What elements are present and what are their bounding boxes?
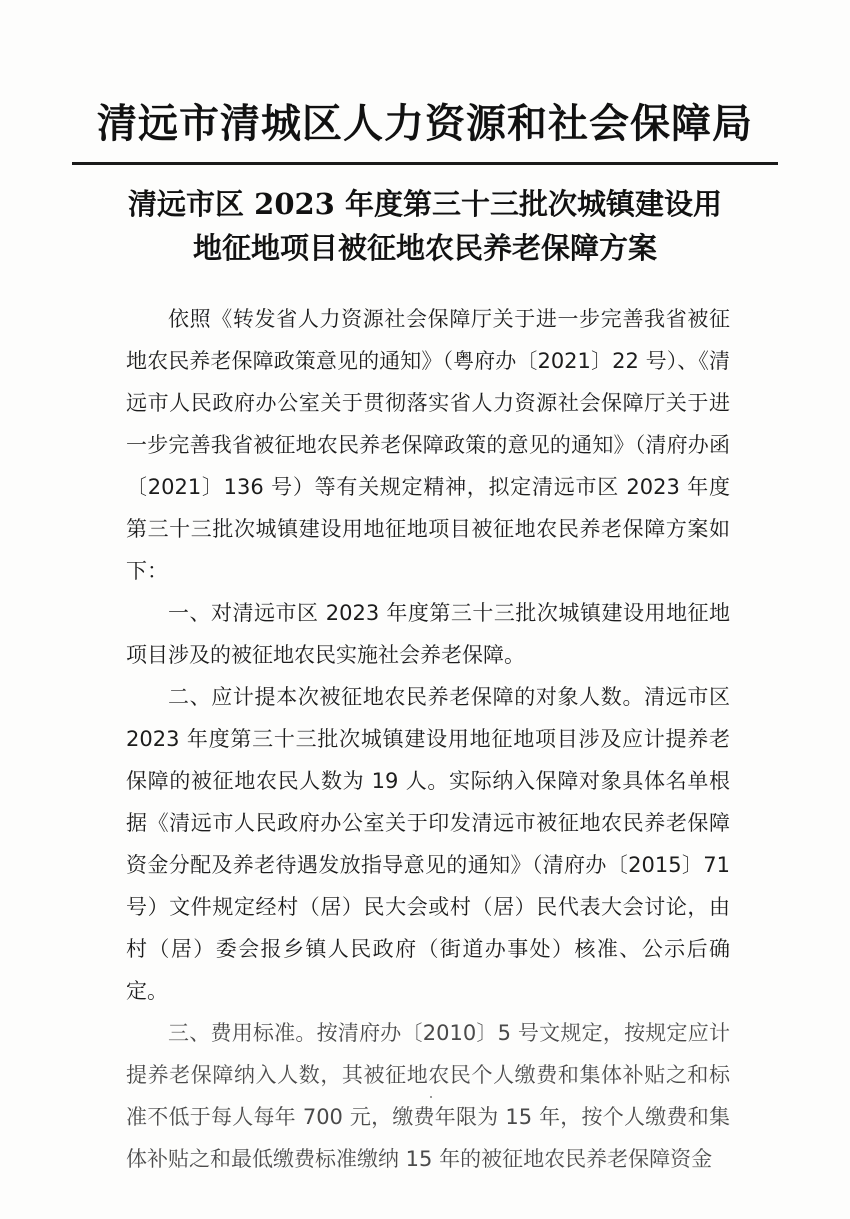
issuing-agency-header: 清远市清城区人力资源和社会保障局 [97,100,753,147]
paragraph-item-3: 三、费用标准。按清府办〔2010〕5 号文规定，按规定应计提养老保障纳入人数，其被征地农民个人缴费和集体补贴之和标准不低于每人每年 700 元，缴费年限为 15 年，按个人缴费和集体补贴之和最低缴费标准缴纳 15 年的被征地农民养老保障资金 [126,1021,730,1171]
document-body [126,298,730,1180]
header-divider-line [72,162,778,165]
paragraph-item-2: 二、应计提本次被征地农民养老保障的对象人数。清远市区 2023 年度第三十三批次城镇建设用地征地项目涉及应计提养老保障的被征地农民人数为 19 人。实际纳入保障对象具体名单根据《清远市人民政府办公室关于印发清远市被征地农民养老保障资金分配及养老待遇发放指导意见的通知》（清府办〔2015〕71 号）文件规定经村（居）民大会或村（居）民代表大会讨论，由村（居）委会报乡镇人民政府（街道办事处）核准、公示后确定。 [126,685,730,1003]
document-title-line-1: 清远市区 2023 年度第三十三批次城镇建设用 [128,187,722,221]
paragraph-item-1: 一、对清远市区 2023 年度第三十三批次城镇建设用地征地项目涉及的被征地农民实施社会养老保障。 [126,601,730,667]
document-title-line-2: 地征地项目被征地农民养老保障方案 [192,231,657,265]
page-speck [430,1096,432,1098]
paragraph-basis: 依照《转发省人力资源社会保障厅关于进一步完善我省被征地农民养老保障政策意见的通知》（粤府办〔2021〕22 号）、《清远市人民政府办公室关于贯彻落实省人力资源社会保障厅关于进一步完善我省被征地农民养老保障政策的意见的通知》（清府办函〔2021〕136 号）等有关规定精神，拟定清远市区 2023 年度第三十三批次城镇建设用地征地项目被征地农民养老保障方案如下： [126,307,730,583]
